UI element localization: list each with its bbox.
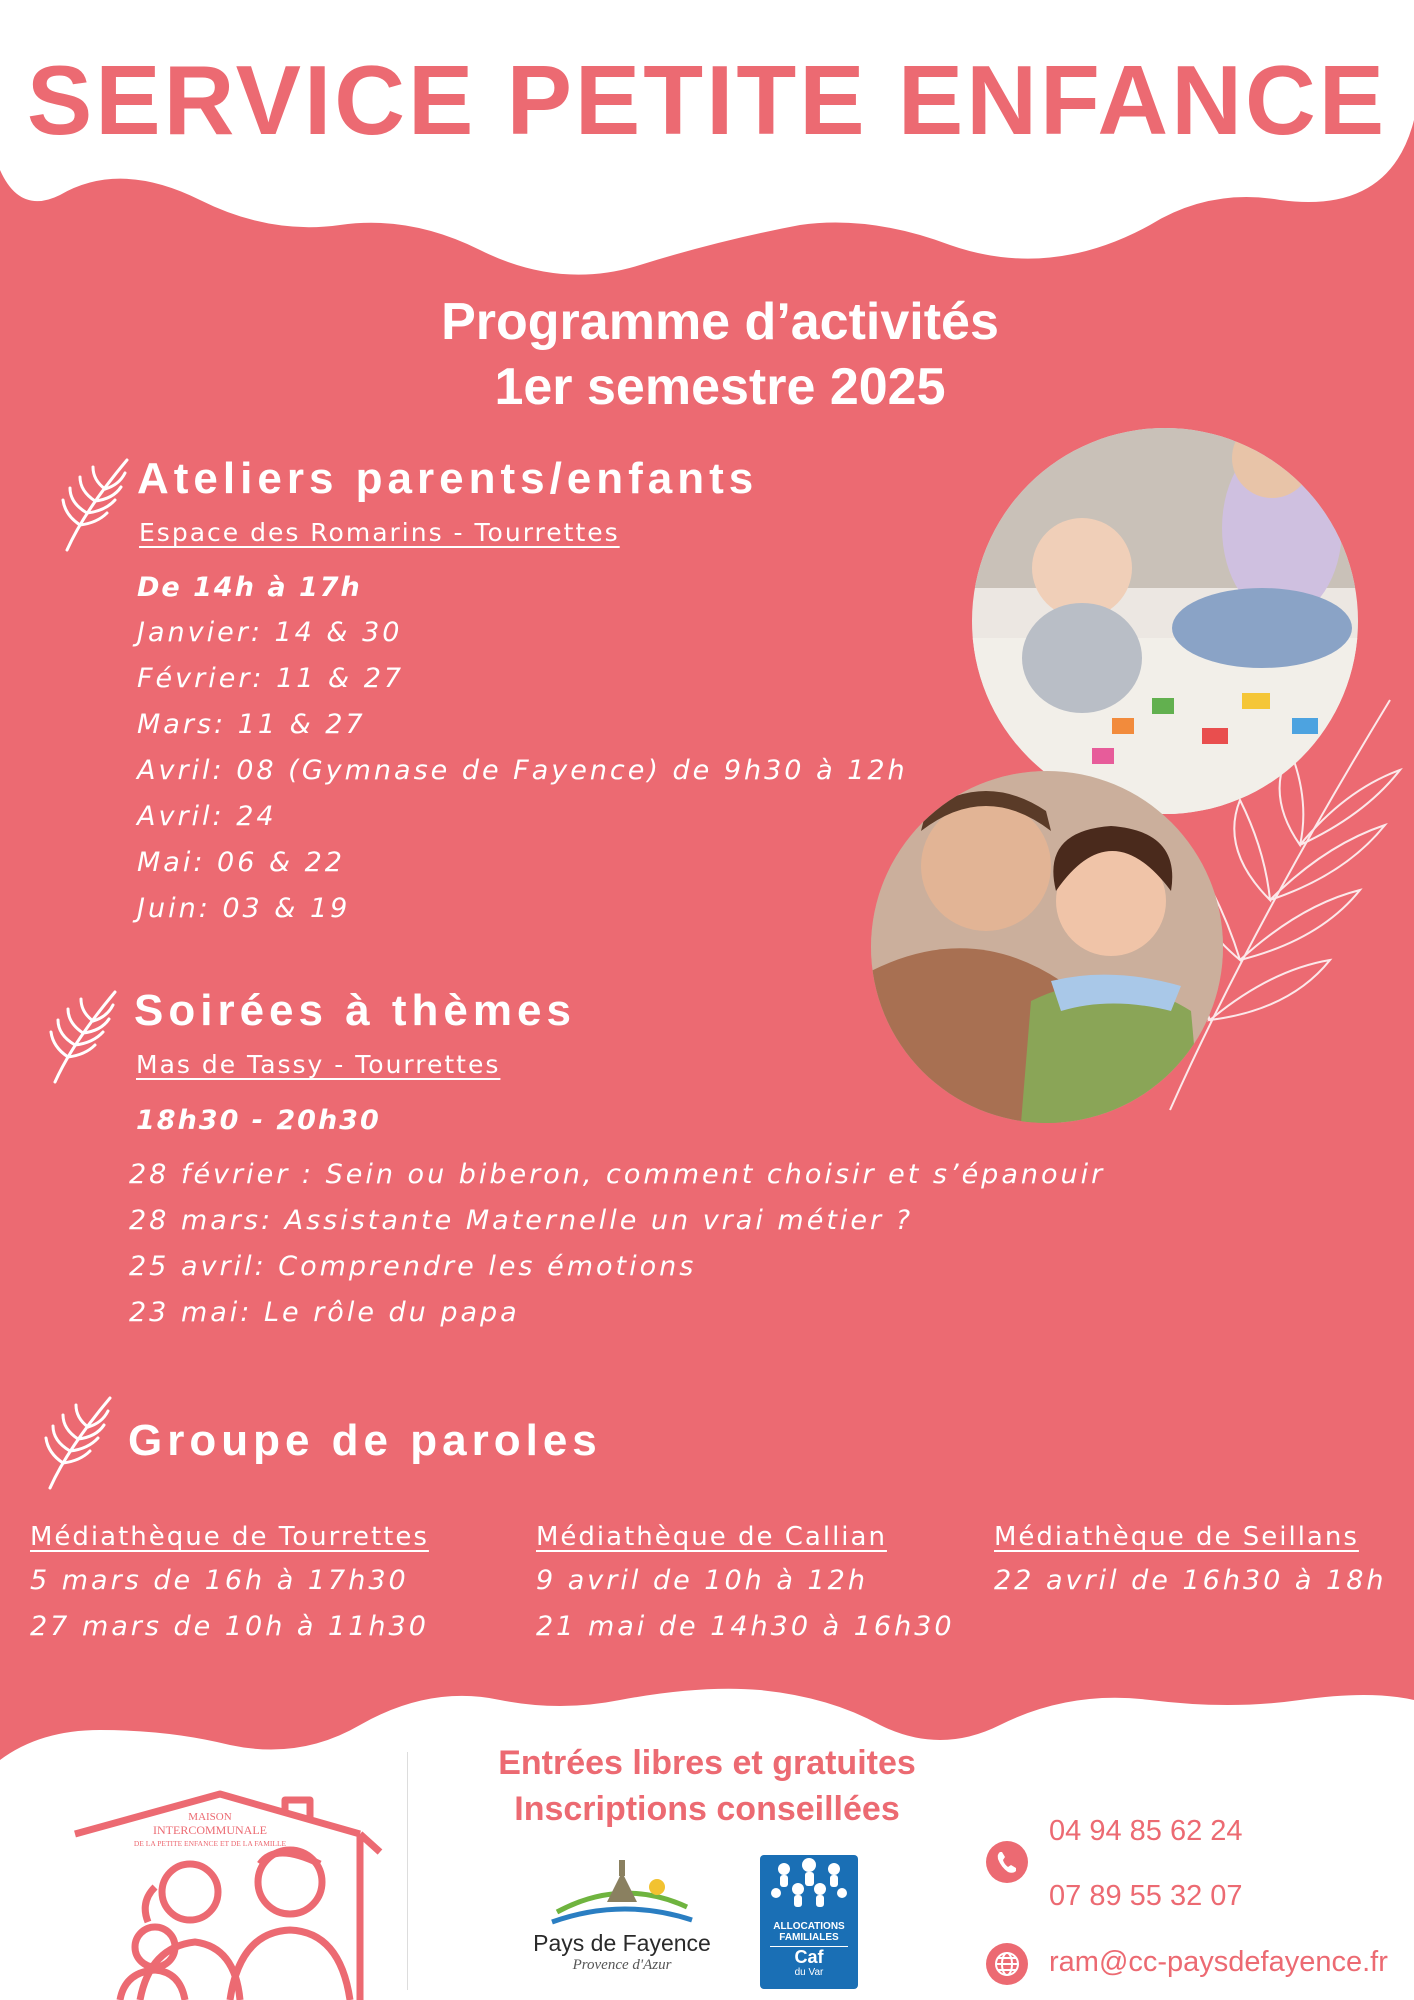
ateliers-venue: Espace des Romarins - Tourrettes bbox=[139, 518, 620, 547]
leaf-icon bbox=[43, 987, 123, 1087]
list-item: 23 mai: Le rôle du papa bbox=[129, 1297, 520, 1328]
list-item: Avril: 24 bbox=[137, 801, 277, 832]
groupe-session: 27 mars de 10h à 11h30 bbox=[30, 1611, 429, 1642]
caf-line1: ALLOCATIONS bbox=[773, 1921, 845, 1932]
ateliers-hours: De 14h à 17h bbox=[137, 572, 362, 603]
leaf-icon bbox=[38, 1393, 118, 1493]
footer-divider bbox=[407, 1752, 408, 1990]
list-item: Mars: 11 & 27 bbox=[137, 709, 366, 740]
groupe-column-tourrettes bbox=[30, 1522, 429, 1650]
groupe-venue: Médiathèque de Tourrettes bbox=[30, 1522, 429, 1552]
list-item: Mai: 06 & 22 bbox=[137, 847, 345, 878]
ateliers-title: Ateliers parents/enfants bbox=[137, 454, 759, 503]
groupe-session: 5 mars de 16h à 17h30 bbox=[30, 1565, 409, 1596]
soirees-venue: Mas de Tassy - Tourrettes bbox=[136, 1050, 501, 1079]
caf-line4: du Var bbox=[794, 1967, 824, 1978]
leaf-icon bbox=[55, 455, 135, 555]
groupe-title: Groupe de paroles bbox=[128, 1416, 602, 1465]
list-item: Juin: 03 & 19 bbox=[137, 893, 351, 924]
soirees-title: Soirées à thèmes bbox=[134, 986, 576, 1035]
soirees-themes bbox=[129, 1152, 1105, 1336]
fayence-name: Pays de Fayence bbox=[533, 1930, 711, 1956]
email-link[interactable]: ram@cc-paysdefayence.fr bbox=[1049, 1946, 1388, 1978]
mipe-line2: INTERCOMMUNALE bbox=[153, 1823, 267, 1837]
globe-icon bbox=[986, 1943, 1028, 1985]
list-item: Janvier: 14 & 30 bbox=[137, 617, 403, 648]
phone-icon bbox=[986, 1841, 1028, 1883]
list-item: 25 avril: Comprendre les émotions bbox=[129, 1251, 697, 1282]
caf-people-icon bbox=[760, 1855, 858, 1917]
caf-line3: Caf bbox=[794, 1947, 824, 1967]
caf-logo bbox=[760, 1855, 858, 1989]
subtitle-line2: 1er semestre 2025 bbox=[494, 358, 946, 416]
photo-baby-playing bbox=[972, 428, 1358, 814]
caf-line2: FAMILIALES bbox=[779, 1932, 839, 1943]
fayence-emblem bbox=[527, 1852, 717, 1932]
phone-number-1[interactable]: 04 94 85 62 24 bbox=[1049, 1815, 1243, 1847]
groupe-column-seillans bbox=[994, 1522, 1387, 1604]
entry-line1: Entrées libres et gratuites bbox=[498, 1744, 916, 1782]
mipe-line1: MAISON bbox=[188, 1811, 232, 1823]
groupe-column-callian bbox=[536, 1522, 955, 1650]
groupe-session: 9 avril de 10h à 12h bbox=[536, 1565, 868, 1596]
list-item: 28 mars: Assistante Maternelle un vrai métier ? bbox=[129, 1205, 914, 1236]
list-item: 28 février : Sein ou biberon, comment choisir et s’épanouir bbox=[129, 1159, 1106, 1190]
groupe-venue: Médiathèque de Seillans bbox=[994, 1522, 1359, 1552]
groupe-session: 21 mai de 14h30 à 16h30 bbox=[536, 1611, 955, 1642]
subtitle-line1: Programme d’activités bbox=[441, 293, 999, 351]
list-item: Février: 11 & 27 bbox=[137, 663, 405, 694]
photo-parents bbox=[871, 771, 1223, 1123]
mipe-logo bbox=[70, 1772, 400, 2000]
soirees-hours: 18h30 - 20h30 bbox=[136, 1105, 381, 1136]
groupe-venue: Médiathèque de Callian bbox=[536, 1522, 887, 1552]
phone-number-2[interactable]: 07 89 55 32 07 bbox=[1049, 1880, 1243, 1912]
fayence-tagline: Provence d'Azur bbox=[572, 1957, 672, 1973]
pays-de-fayence-logo bbox=[527, 1852, 717, 1987]
groupe-session: 22 avril de 16h30 à 18h bbox=[994, 1565, 1387, 1596]
ateliers-dates bbox=[137, 610, 908, 932]
list-item: Avril: 08 (Gymnase de Fayence) de 9h30 à 12h bbox=[137, 755, 908, 786]
page-title: SERVICE PETITE ENFANCE bbox=[26, 45, 1388, 155]
entry-line2: Inscriptions conseillées bbox=[514, 1790, 900, 1828]
mipe-line3: DE LA PETITE ENFANCE ET DE LA FAMILLE bbox=[133, 1839, 287, 1848]
